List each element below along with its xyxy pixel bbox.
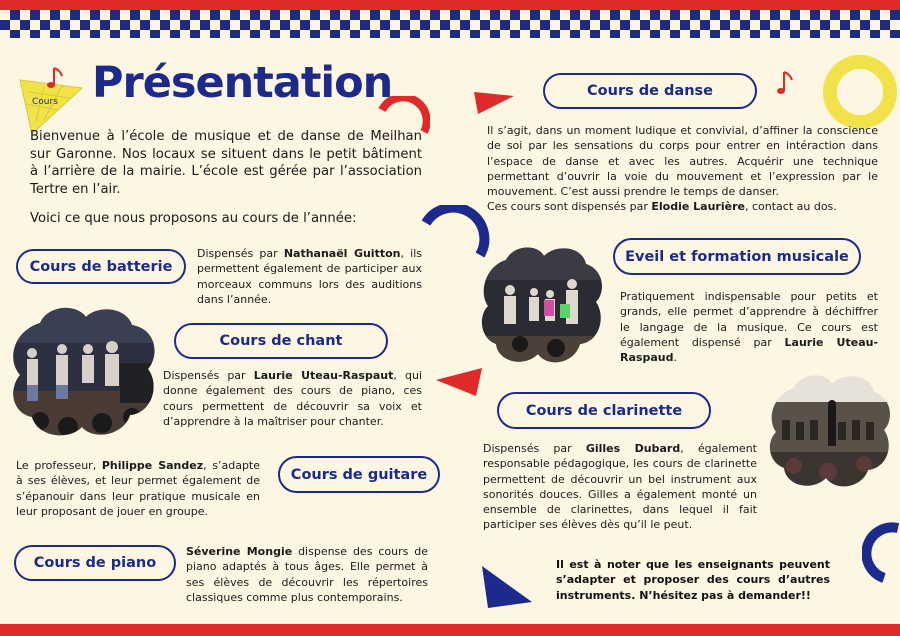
- yellow-ring-decoration: [820, 52, 900, 132]
- guitare-text: Le professeur, Philippe Sandez, s’adapte à ses élèves, et leur permet également de s’épanouir dans leur pratique musicale en leur proposant de jouer en groupe.: [16, 459, 261, 518]
- cours-piano-pill: Cours de piano: [14, 545, 176, 581]
- eveil-photo: [480, 244, 604, 368]
- checkered-band: [0, 10, 900, 38]
- piano-text: Séverine Mongie dispense des cours de piano adaptés à tous âges. Elle permet à ses élèves de découvrir les répertoires classiques comme plus contemporains.: [186, 545, 428, 604]
- piano-teacher: Séverine Mongie: [186, 545, 293, 558]
- eveil-teacher: Laurie Uteau-Raspaud: [620, 335, 879, 365]
- cours-chant-pill: Cours de chant: [174, 323, 388, 359]
- page-title: Présentation: [92, 58, 393, 108]
- ice-cream-cone-icon: [14, 64, 94, 138]
- clarinette-photo: [768, 372, 892, 492]
- batterie-teacher: Nathanaël Guitton: [283, 247, 401, 260]
- cours-clarinette-pill: Cours de clarinette: [497, 392, 711, 429]
- danse-text: Il s’agit, dans un moment ludique et convivial, d’affiner la conscience de soi par les sensations du corps pour entrer en intéraction dans l’espace de danse et avec les autres. Acquérir une technique permettant d’ouvrir la voie du mouvement et l’expression par le mouvement. C’est aussi prendre le temps de danser.: [487, 124, 878, 199]
- chant-teacher: Laurie Uteau-Raspaut: [253, 369, 394, 382]
- red-triangle-decoration: [434, 366, 486, 398]
- clarinette-teacher: Gilles Dubard: [585, 442, 681, 455]
- cone-text: Cours: [32, 97, 58, 107]
- danse-teacher: Elodie Laurière: [651, 200, 745, 213]
- navy-arc-right-decoration: [862, 520, 900, 584]
- intro-text: Bienvenue à l’école de musique et de danse de Meilhan sur Garonne. Nos locaux se situent dans le petit bâtiment à l’arrière de la mairie. L’école est gérée par l’association Tertre en l’air.: [30, 129, 422, 197]
- guitare-teacher: Philippe Sandez: [101, 459, 204, 472]
- red-triangle-top-decoration: [468, 88, 518, 116]
- cours-batterie-pill: Cours de batterie: [16, 249, 186, 284]
- navy-triangle-decoration: [478, 562, 536, 612]
- batterie-text: Dispensés par Nathanaël Guitton, ils permettent également de participer aux morceaux communs lors des auditions dans l’année.: [197, 247, 422, 306]
- propose-text: Voici ce que nous proposons au cours de l’année:: [30, 211, 357, 226]
- chant-photo: [10, 303, 160, 441]
- top-red-band: [0, 0, 900, 10]
- note-text: Il est à noter que les enseignants peuvent s’adapter et proposer des cours d’autres instruments. N’hésitez pas à demander!!: [556, 558, 830, 602]
- clarinette-text: Dispensés par Gilles Dubard, également responsable pédagogique, les cours de clarinette permettent de découvrir un bel instrument aux sonorités douces. Gilles a également monté un ensemble de clarinettes, dans lequel il fait participer ses élèves dès qu’il le peut.: [483, 442, 757, 532]
- cours-danse-pill: Cours de danse: [543, 73, 757, 109]
- danse-contact-text: Ces cours sont dispensés par Elodie Laurière, contact au dos.: [487, 200, 837, 213]
- eveil-text: Pratiquement indispensable pour petits et grands, elle permet d’apprendre à déchiffrer le langage de la musique. Ce cours est également dispensé par Laurie Uteau-Raspaud.: [620, 290, 879, 365]
- music-note-icon: [774, 70, 796, 96]
- cours-guitare-pill: Cours de guitare: [278, 456, 440, 493]
- bottom-red-band: [0, 624, 900, 636]
- eveil-pill: Eveil et formation musicale: [613, 238, 861, 275]
- chant-text: Dispensés par Laurie Uteau-Raspaut, qui donne également des cours de piano, ces cours permettent de découvrir sa voix et d’apprendre à la maîtriser pour chanter.: [163, 369, 422, 428]
